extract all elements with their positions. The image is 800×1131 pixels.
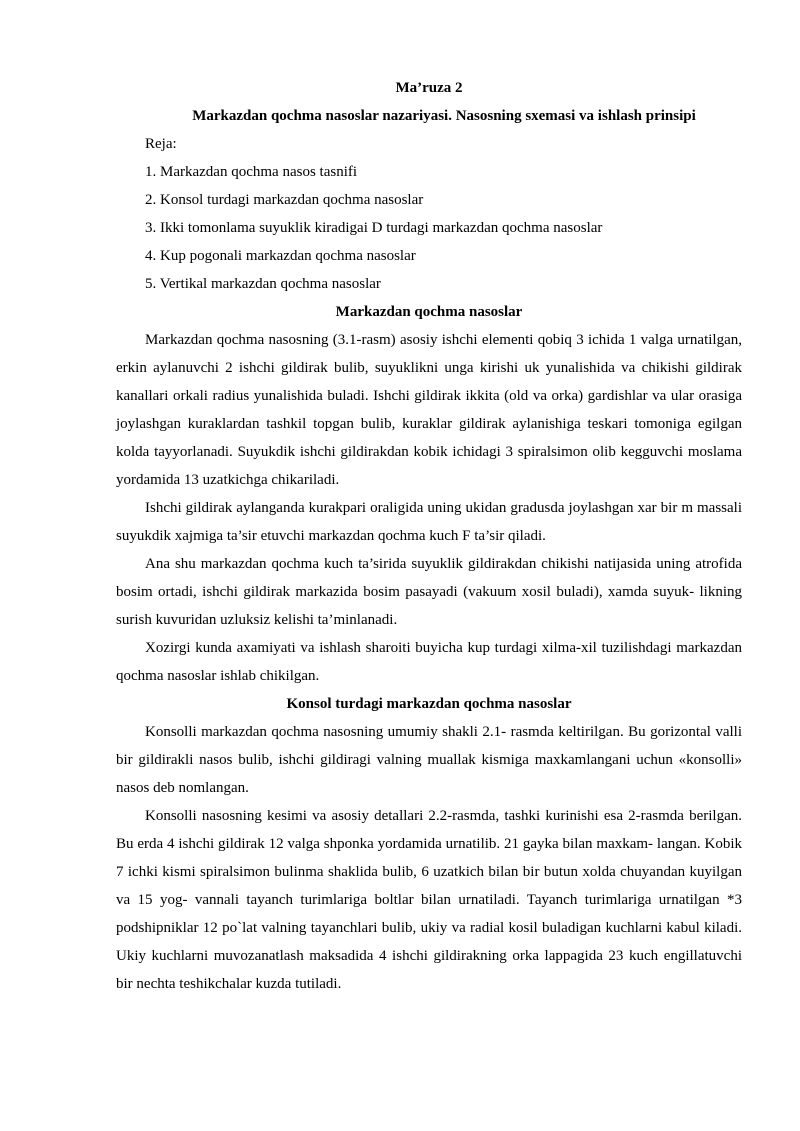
plan-item: 1. Markazdan qochma nasos tasnifi — [145, 164, 358, 180]
plan-item: 3. Ikki tomonlama suyuklik kiradigai D turdagi markazdan qochma nasoslar — [145, 220, 603, 236]
section-heading: Markazdan qochma nasoslar — [335, 304, 523, 320]
plan-item: 2. Konsol turdagi markazdan qochma nasoslar — [145, 192, 424, 208]
plan-list — [116, 158, 742, 298]
paragraph: Markazdan qochma nasosning (3.1-rasm) asosiy ishchi elementi qobiq 3 ichida 1 valga urnatilgan, erkin aylanuvchi 2 ishchi gildirak bulib, suyuklikni unga kirishi uk yunalishida va chikishi gildirak kanallari orkali radius yunalishida buladi. Ishchi gildirak ikkita (old va orka) gardishlar va ular orasiga joylashgan kuraklardan tashkil topgan bulib, kuraklar gildirak aylanishiga teskari tomoniga egilgan kolda tayyorlanadi. Suyukdik ishchi gildirakdan kobik ichidagi 3 spiralsimon olib kegguvchi moslama yordamida 13 uzatkichga chikariladi. — [116, 332, 742, 488]
paragraph: Ana shu markazdan qochma kuch ta’sirida suyuklik gildirakdan chikishi natijasida uning atrofida bosim ortadi, ishchi gildirak markazida bosim pasayadi (vakuum xosil buladi), xamda suyuk- likning surish kuvuridan uzluksiz kelishi ta’minlanadi. — [116, 556, 742, 628]
document-page — [116, 74, 742, 998]
section-heading: Konsol turdagi markazdan qochma nasoslar — [286, 696, 572, 712]
paragraph: Konsolli nasosning kesimi va asosiy detallari 2.2-rasmda, tashki kurinishi esa 2-rasmda berilgan. Bu erda 4 ishchi gildirak 12 valga shponka yordamida urnatilib. 21 gayka bilan maxkam- langan. Kobik 7 ichki kismi spiralsimon bulinma shaklida bulib, 6 uzatkich bilan bir butun xolda chuyandan kuyilgan va 15 yog- vannali tayanch turimlariga boltlar bilan urnatiladi. Tayanch turimlariga urnatilgan *3 podshipniklar 12 po`lat valning tayanchlari bulib, ukiy va radial kosil buladigan kuchlarni kabul kiladi. Ukiy kuchlarni muvozanatlash maksadida 4 ishchi gildirakning orka lappagida 23 kuch engillatuvchi bir nechta teshikchalar kuzda tutiladi. — [116, 808, 742, 992]
paragraph: Ishchi gildirak aylanganda kurakpari oraligida uning ukidan gradusda joylashgan xar bir m massali suyukdik xajmiga ta’sir etuvchi markazdan qochma kuch F ta’sir qiladi. — [116, 500, 742, 544]
plan-label: Reja: — [145, 136, 177, 152]
paragraph: Xozirgi kunda axamiyati va ishlash sharoiti buyicha kup turdagi xilma-xil tuzilishdagi markazdan qochma nasoslar ishlab chikilgan. — [116, 640, 742, 684]
plan-item: 5. Vertikal markazdan qochma nasoslar — [145, 276, 381, 292]
paragraph: Konsolli markazdan qochma nasosning umumiy shakli 2.1- rasmda keltirilgan. Bu gorizontal valli bir gildirakli nasos bulib, ishchi gildiragi valning muallak kismiga maxkamlangani uchun «konsolli» nasos deb nomlangan. — [116, 724, 742, 796]
lecture-label: Ma’ruza 2 — [395, 80, 463, 96]
lecture-title: Markazdan qochma nasoslar nazariyasi. Nasosning sxemasi va ishlash prinsipi — [192, 108, 696, 124]
plan-item: 4. Kup pogonali markazdan qochma nasoslar — [145, 248, 416, 264]
